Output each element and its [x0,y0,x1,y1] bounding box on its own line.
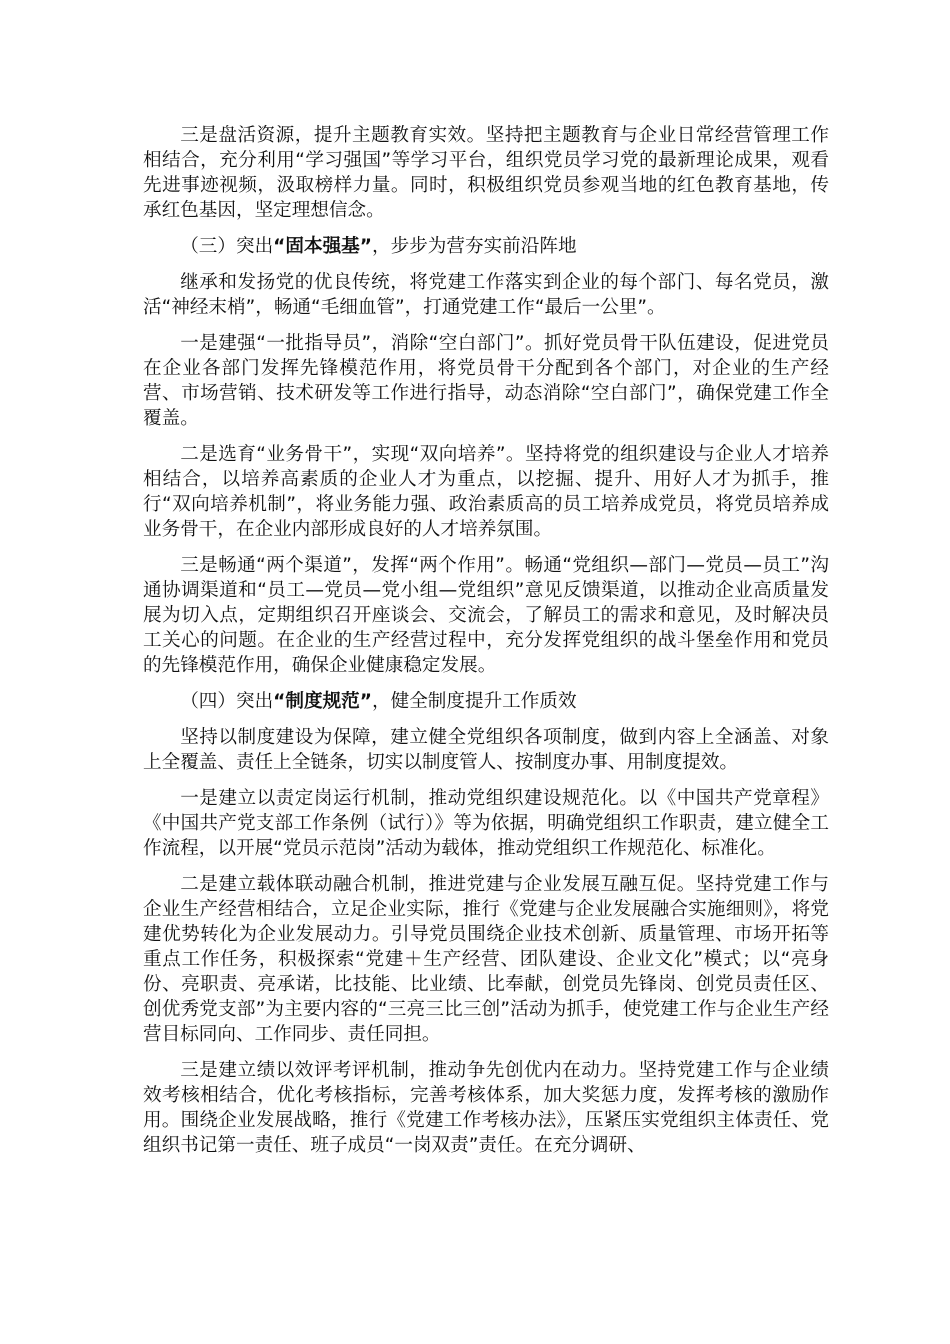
paragraph: 二是建立载体联动融合机制，推进党建与企业发展互融互促。坚持党建工作与企业生产经营相结合，立足企业实际，推行《党建与企业发展融合实施细则》，将党建优势转化为企业发展动力。引导党员围绕企业技术创新、质量管理、市场开拓等重点工作任务，积极探索“党建＋生产经营、团队建设、企业文化”模式；以“亮身份、亮职责、亮承诺，比技能、比业绩、比奉献，创党员先锋岗、创党员责任区、创优秀党支部”为主要内容的“三亮三比三创”活动为抓手，使党建工作与企业生产经营目标同向、工作同步、责任同担。 [143,874,829,1045]
paragraph: 继承和发扬党的优良传统，将党建工作落实到企业的每个部门、每名党员，激活“神经末梢”，畅通“毛细血管”，打通党建工作“最后一公里”。 [143,272,829,318]
paragraph: 三是建立绩以效评考评机制，推动争先创优内在动力。坚持党建工作与企业绩效考核相结合，优化考核指标，完善考核体系，加大奖惩力度，发挥考核的激励作用。围绕企业发展战略，推行《党建工作考核办法》，压紧压实党组织主体责任、党组织书记第一责任、班子成员“一岗双责”责任。在充分调研、 [143,1060,829,1156]
heading-prefix: （三）突出 [180,236,274,257]
heading-prefix: （四）突出 [180,691,274,712]
document-page [143,123,829,1169]
paragraph: 坚持以制度建设为保障，建立健全党组织各项制度，做到内容上全涵盖、对象上全覆盖、责任上全链条，切实以制度管人、按制度办事、用制度提效。 [143,727,829,773]
heading-suffix: ，健全制度提升工作质效 [372,691,577,712]
heading-keyword: “制度规范” [273,691,372,712]
section-heading [143,234,829,259]
section-heading [143,689,829,714]
heading-suffix: ，步步为营夯实前沿阵地 [372,236,577,257]
paragraph: 二是选育“业务骨干”，实现“双向培养”。坚持将党的组织建设与企业人才培养相结合，以培养高素质的企业人才为重点，以挖掘、提升、用好人才为抓手，推行“双向培养机制”，将业务能力强、政治素质高的员工培养成党员，将党员培养成业务骨干，在企业内部形成良好的人才培养氛围。 [143,444,829,540]
paragraph: 三是盘活资源，提升主题教育实效。坚持把主题教育与企业日常经营管理工作相结合，充分利用“学习强国”等学习平台，组织党员学习党的最新理论成果，观看先进事迹视频，汲取榜样力量。同时，积极组织党员参观当地的红色教育基地，传承红色基因，坚定理想信念。 [143,125,829,221]
paragraph: 一是建立以责定岗运行机制，推动党组织建设规范化。以《中国共产党章程》《中国共产党支部工作条例（试行）》等为依据，明确党组织工作职责，建立健全工作流程，以开展“党员示范岗”活动为载体，推动党组织工作规范化、标准化。 [143,788,829,859]
heading-keyword: “固本强基” [273,236,372,257]
paragraph: 三是畅通“两个渠道”，发挥“两个作用”。畅通“党组织—部门—党员—员工”沟通协调渠道和“员工—党员—党小组—党组织”意见反馈渠道，以推动企业高质量发展为切入点，定期组织召开座谈会、交流会，了解员工的需求和意见，及时解决员工关心的问题。在企业的生产经营过程中，充分发挥党组织的战斗堡垒作用和党员的先锋模范作用，确保企业健康稳定发展。 [143,555,829,676]
paragraph: 一是建强“一批指导员”，消除“空白部门”。抓好党员骨干队伍建设，促进党员在企业各部门发挥先锋模范作用，将党员骨干分配到各个部门，对企业的生产经营、市场营销、技术研发等工作进行指导，动态消除“空白部门”，确保党建工作全覆盖。 [143,333,829,429]
